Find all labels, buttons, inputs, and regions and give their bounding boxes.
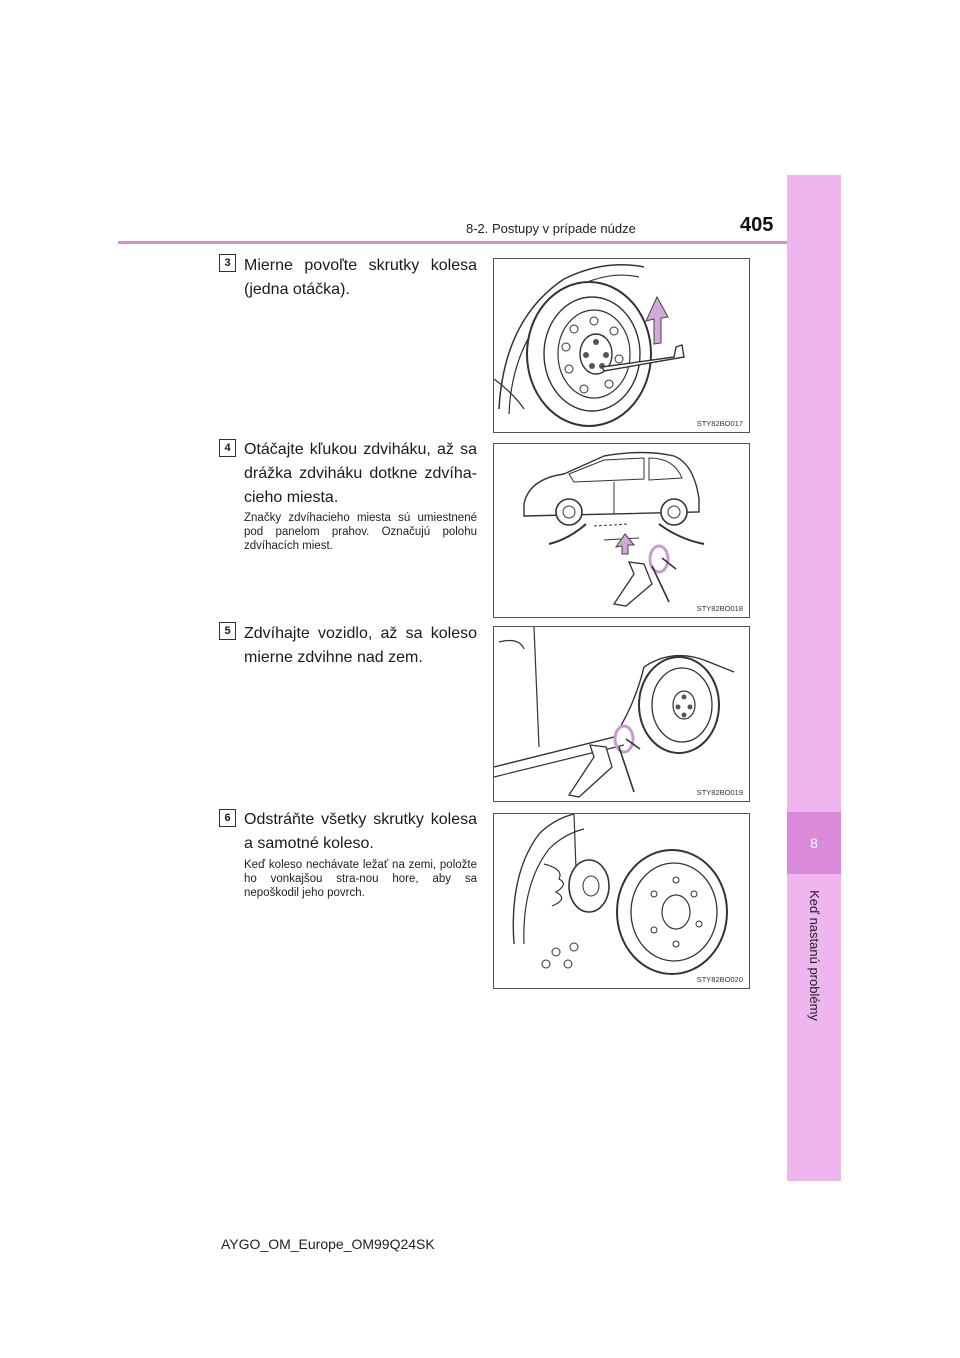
chapter-side-tab xyxy=(787,175,841,1181)
figure-code: STY82BO018 xyxy=(696,604,743,613)
document-id: AYGO_OM_Europe_OM99Q24SK xyxy=(221,1236,435,1252)
wheel-nut-wrench-icon xyxy=(494,259,749,432)
step-number-4: 4 xyxy=(219,439,236,457)
car-jack-point-icon xyxy=(494,444,749,617)
step-text-4: Otáčajte kľukou zdviháku, až sa drážka zdviháku dotkne zdvíha-cieho miesta. xyxy=(244,441,477,506)
header-rule xyxy=(118,241,787,244)
section-title: 8-2. Postupy v prípade núdze xyxy=(466,221,636,236)
figure-code: STY82BO019 xyxy=(696,788,743,797)
car-lifted-jack-icon xyxy=(494,627,749,801)
chapter-number-tab[interactable] xyxy=(787,812,841,874)
step-text-3: Mierne povoľte skrutky kolesa (jedna otáčka). xyxy=(244,257,477,298)
figure-code: STY82BO017 xyxy=(696,419,743,428)
step-text-6: Odstráňte všetky skrutky kolesa a samotné koleso. xyxy=(244,811,477,852)
page-number: 405 xyxy=(740,214,774,236)
chapter-title: Keď nastanú problémy xyxy=(806,889,822,1021)
step-number-5: 5 xyxy=(219,622,236,640)
step-number-3: 3 xyxy=(219,254,236,272)
figure-car-jack-point xyxy=(493,443,750,618)
step-number-6: 6 xyxy=(219,809,236,827)
step-note-4: Značky zdvíhacieho miesta sú umiestnené pod panelom prahov. Označujú polohu zdvíhacích miest. xyxy=(244,512,477,552)
figure-wheel-removed xyxy=(493,813,750,989)
figure-wheel-nut-wrench xyxy=(493,258,750,433)
figure-car-lifted-jack xyxy=(493,626,750,802)
figure-code: STY82BO020 xyxy=(696,975,743,984)
chapter-number: 8 xyxy=(810,835,818,851)
wheel-removed-icon xyxy=(494,814,749,988)
step-text-5: Zdvíhajte vozidlo, až sa koleso mierne zdvihne nad zem. xyxy=(244,625,477,666)
step-note-6: Keď koleso nechávate ležať na zemi, položte ho vonkajšou stra-nou hore, aby sa nepoškodil jeho povrch. xyxy=(244,859,477,899)
chapter-title-tab xyxy=(786,880,842,1030)
